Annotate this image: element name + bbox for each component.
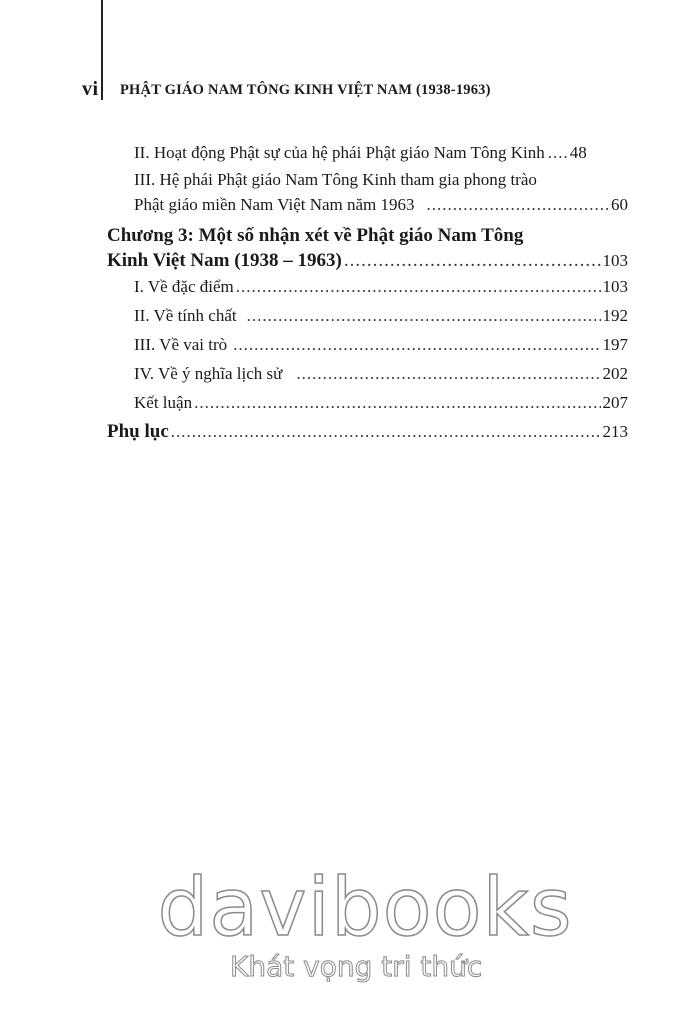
toc-entry-chapter-3: [107, 223, 628, 273]
dot-leader: [427, 192, 609, 217]
toc-entry-label: II. Về tính chất: [134, 306, 237, 325]
toc-entry-label-line1: III. Hệ phái Phật giáo Nam Tông Kinh tham gia phong trào: [134, 170, 537, 189]
running-title: PHẬT GIÁO NAM TÔNG KINH VIỆT NAM (1938-1963): [120, 82, 491, 98]
toc-entry-item: [107, 390, 628, 415]
page-number: vi: [82, 78, 99, 100]
toc-entry-appendix: [107, 419, 628, 444]
watermark-slogan: Khát vọng tri thức: [230, 950, 483, 983]
dot-leader: [233, 332, 600, 357]
table-of-contents: [107, 140, 628, 444]
toc-entry-page: 197: [602, 335, 628, 354]
toc-entry-page: 207: [602, 393, 628, 412]
dot-leader: [171, 419, 601, 444]
toc-entry-label-line2: Phật giáo miền Nam Việt Nam năm 1963: [134, 195, 415, 214]
toc-entry-page: 192: [602, 306, 628, 325]
toc-entry-section-iii: [107, 167, 628, 217]
watermark-brand: davibooks: [157, 861, 573, 954]
chapter-title-line1: Chương 3: Một số nhận xét về Phật giáo Nam Tông: [107, 225, 524, 246]
dot-leader: [296, 361, 600, 386]
toc-entry-page: 202: [602, 364, 628, 383]
toc-entry-item: [107, 332, 628, 357]
header-vertical-rule: [101, 0, 103, 100]
publisher-watermark: [150, 861, 580, 983]
chapter-title-line2: Kinh Việt Nam (1938 – 1963): [107, 250, 342, 271]
toc-entry-page: 48: [569, 143, 587, 162]
toc-entry-label: III. Về vai trò: [134, 335, 228, 354]
toc-entry-label: IV. Về ý nghĩa lịch sử: [134, 364, 283, 383]
toc-entry-label: I. Về đặc điểm: [134, 277, 234, 296]
toc-entry-label: II. Hoạt động Phật sự của hệ phái Phật giáo Nam Tông Kinh: [134, 143, 545, 162]
toc-entry-item: [107, 303, 628, 328]
toc-entry-page: 60: [611, 195, 628, 214]
toc-entry-page: 213: [602, 422, 628, 441]
toc-entry-page: 103: [602, 251, 628, 270]
dot-leader: [194, 390, 600, 415]
toc-entry-item: [107, 274, 628, 299]
toc-entry-item: [107, 361, 628, 386]
toc-entry-section-ii: [107, 140, 628, 165]
dot-leader: [548, 140, 568, 165]
dot-leader: [344, 248, 601, 273]
toc-entry-page: 103: [602, 277, 628, 296]
toc-entry-label: Kết luận: [134, 393, 193, 412]
dot-leader: [236, 274, 601, 299]
toc-entry-label: Phụ lục: [107, 421, 169, 442]
dot-leader: [247, 303, 601, 328]
